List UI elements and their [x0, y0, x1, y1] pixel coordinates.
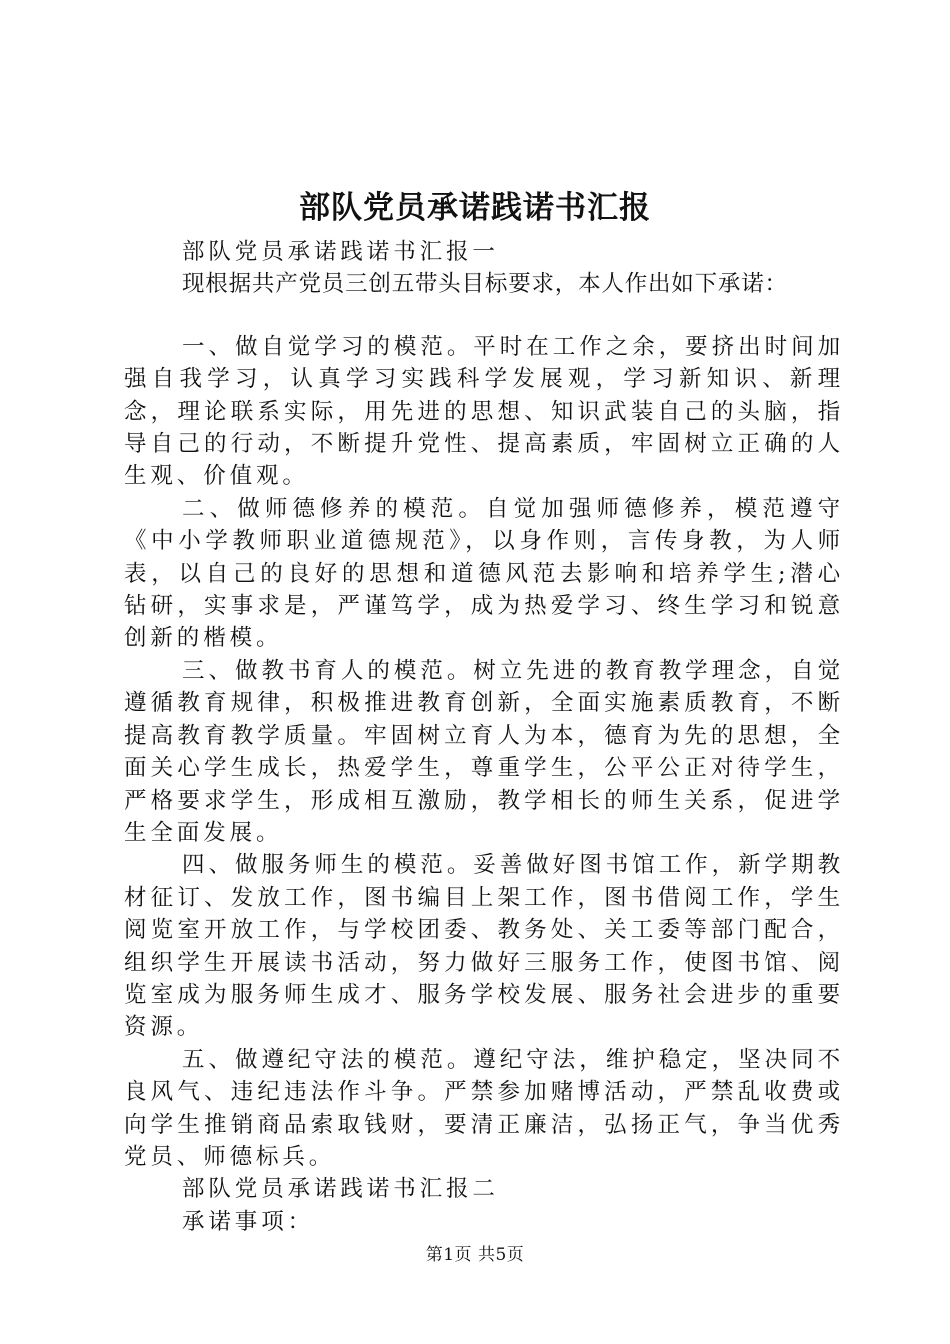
intro-paragraph: 现根据共产党员三创五带头目标要求，本人作出如下承诺： [182, 271, 788, 298]
commitment-paragraph-2: 二、做师德修养的模范。自觉加强师德修养，模范遵守《中小学教师职业道德规范》，以身作则，言传身教，为人师表，以自己的良好的思想和道德风范去影响和培养学生;潜心钻研，实事求是，严谨笃学，成为热爱学习、终生学习和锐意创新的楷模。 [124, 495, 844, 652]
commitment-paragraph-1: 一、做自觉学习的模范。平时在工作之余，要挤出时间加强自我学习，认真学习实践科学发展观，学习新知识、新理念，理论联系实际，用先进的思想、知识武装自己的头脑，指导自己的行动，不断提升党性、提高素质，牢固树立正确的人生观、价值观。 [124, 333, 844, 490]
document-body [124, 236, 844, 1238]
page-number-footer: 第1页 共5页 [425, 1245, 525, 1265]
paragraph-spacer [124, 301, 844, 331]
section-heading-two: 部队党员承诺践诺书汇报二 [182, 1176, 499, 1203]
section-heading-one: 部队党员承诺践诺书汇报一 [182, 239, 499, 265]
commitment-paragraph-3: 三、做教书育人的模范。树立先进的教育教学理念，自觉遵循教育规律，积极推进教育创新，全面实施素质教育，不断提高教育教学质量。牢固树立育人为本，德育为先的思想，全面关心学生成长，热爱学生，尊重学生，公平公正对待学生，严格要求学生，形成相互激励，教学相长的师生关系，促进学生全面发展。 [124, 657, 844, 846]
document-title: 部队党员承诺践诺书汇报 [299, 190, 651, 226]
commitment-items-label: 承诺事项： [182, 1208, 315, 1235]
commitment-paragraph-4: 四、做服务师生的模范。妥善做好图书馆工作，新学期教材征订、发放工作，图书编目上架工作，图书借阅工作，学生阅览室开放工作，与学校团委、教务处、关工委等部门配合，组织学生开展读书活动，努力做好三服务工作，使图书馆、阅览室成为服务师生成才、服务学校发展、服务社会进步的重要资源。 [124, 852, 844, 1041]
commitment-paragraph-5: 五、做遵纪守法的模范。遵纪守法，维护稳定，坚决同不良风气、违纪违法作斗争。严禁参加赌博活动，严禁乱收费或向学生推销商品索取钱财，要清正廉洁，弘扬正气，争当优秀党员、师德标兵。 [124, 1046, 844, 1170]
